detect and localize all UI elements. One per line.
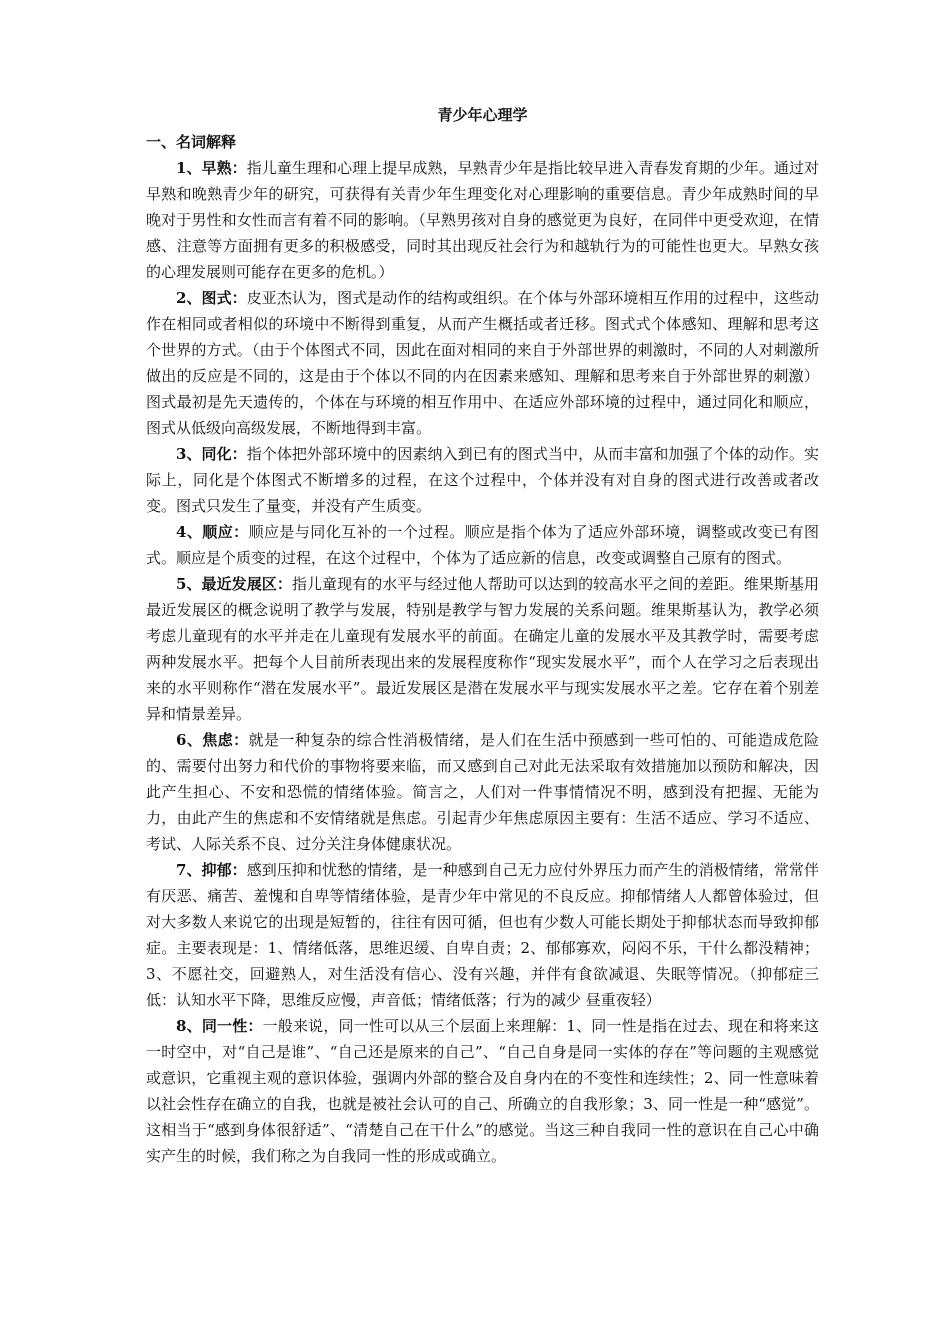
term-definition: 就是一种复杂的综合性消极情绪，是人们在生活中预感到一些可怕的、可能造成危险的、需要付出努力和代价的事物将要来临，而又感到自己对此无法采取有效措施加以预防和解决，因此产生担心、不安和恐慌的情绪体验。简言之，人们对一件事情情况不明，感到没有把握、无能为力，由此产生的焦虑和不安情绪就是焦虑。引起青少年焦虑原因主要有：生活不适应、学习不适应、考试、人际关系不良、过分关注身体健康状况。 xyxy=(146,731,819,853)
term-paragraph-zpd xyxy=(146,571,819,727)
term-definition: 皮亚杰认为，图式是动作的结构或组织。在个体与外部环境相互作用的过程中，这些动作在相同或者相似的环境中不断得到重复，从而产生概括或者迁移。图式式个体感知、理解和思考这个世界的方式。（由于个体图式不同，因此在面对相同的来自于外部世界的刺激时，不同的人对刺激所做出的反应是不同的，这是由于个体以不同的内在因素来感知、理解和思考来自于外部世界的刺激）图式最初是先天遗传的，个体在与环境的相互作用中、在适应外部环境的过程中，通过同化和顺应，图式从低级向高级发展，不断地得到丰富。 xyxy=(146,289,819,437)
term-definition: 指儿童现有的水平与经过他人帮助可以达到的较高水平之间的差距。维果斯基用最近发展区的概念说明了教学与发展，特别是教学与智力发展的关系问题。维果斯基认为，教学必须考虑儿童现有的水平并走在儿童现有发展水平的前面。在确定儿童的发展水平及其教学时，需要考虑两种发展水平。把每个人目前所表现出来的发展程度称作“现实发展水平”，而个人在学习之后表现出来的水平则称作“潜在发展水平”。最近发展区是潜在发展水平与现实发展水平之差。它存在着个别差异和情景差异。 xyxy=(146,575,819,723)
term-label: 3、同化： xyxy=(176,445,247,463)
term-definition: 指个体把外部环境中的因素纳入到已有的图式当中，从而丰富和加强了个体的动作。实际上，同化是个体图式不断增多的过程，在这个过程中，个体并没有对自身的图式进行改善或者改变。图式只发生了量变，并没有产生质变。 xyxy=(146,445,819,515)
term-label: 8、同一性： xyxy=(176,1017,263,1035)
page-title: 青少年心理学 xyxy=(437,106,528,124)
term-paragraph-assimilation xyxy=(146,441,819,519)
term-definition: 顺应是与同化互补的一个过程。顺应是指个体为了适应外部环境，调整或改变已有图式。顺应是个质变的过程，在这个过程中，个体为了适应新的信息，改变或调整自己原有的图式。 xyxy=(146,523,819,567)
term-definition: 指儿童生理和心理上提早成熟，早熟青少年是指比较早进入青春发育期的少年。通过对早熟和晚熟青少年的研究，可获得有关青少年生理变化对心理影响的重要信息。青少年成熟时间的早晚对于男性和女性而言有着不同的影响。（早熟男孩对自身的感觉更为良好，在同伴中更受欢迎，在情感、注意等方面拥有更多的积极感受，同时其出现反社会行为和越轨行为的可能性也更大。早熟女孩的心理发展则可能存在更多的危机。） xyxy=(146,159,819,281)
term-paragraph-depression xyxy=(146,857,819,1013)
term-label: 4、顺应： xyxy=(176,523,249,541)
term-label: 5、最近发展区： xyxy=(176,575,292,593)
term-paragraph-schema xyxy=(146,285,819,441)
term-paragraph-anxiety xyxy=(146,727,819,857)
section-heading: 一、名词解释 xyxy=(146,133,237,151)
term-paragraph-identity xyxy=(146,1013,819,1169)
term-label: 6、焦虑： xyxy=(176,731,249,749)
term-definition: 一般来说，同一性可以从三个层面上来理解：1、同一性是指在过去、现在和将来这一时空中，对“自己是谁”、“自己还是原来的自己”、“自己自身是同一实体的存在”等问题的主观感觉或意识，它重视主观的意识体验，强调内外部的整合及自身内在的不变性和连续性；2、同一性意味着以社会性存在确立的自我，也就是被社会认可的自己、所确立的自我形象；3、同一性是一种“感觉”。这相当于“感到身体很舒适”、“清楚自己在干什么”的感觉。当这三种自我同一性的意识在自己心中确实产生的时候，我们称之为自我同一性的形成或确立。 xyxy=(146,1017,819,1165)
term-label: 7、抑郁： xyxy=(176,861,247,879)
term-paragraph-early-maturation xyxy=(146,155,819,285)
term-label: 1、早熟： xyxy=(176,159,247,177)
term-label: 2、图式： xyxy=(176,289,247,307)
term-definition: 感到压抑和忧愁的情绪，是一种感到自己无力应付外界压力而产生的消极情绪，常常伴有厌恶、痛苦、羞愧和自卑等情绪体验，是青少年中常见的不良反应。抑郁情绪人人都曾体验过，但对大多数人来说它的出现是短暂的，往往有因可循，但也有少数人可能长期处于抑郁状态而导致抑郁症。主要表现是：1、情绪低落，思维迟缓、自卑自责；2、郁郁寡欢，闷闷不乐，干什么都没精神；3、不愿社交，回避熟人，对生活没有信心、没有兴趣，并伴有食欲减退、失眠等情况。（抑郁症三低：认知水平下降，思维反应慢，声音低；情绪低落；行为的减少 昼重夜轻） xyxy=(146,861,819,1009)
term-paragraph-accommodation xyxy=(146,519,819,571)
